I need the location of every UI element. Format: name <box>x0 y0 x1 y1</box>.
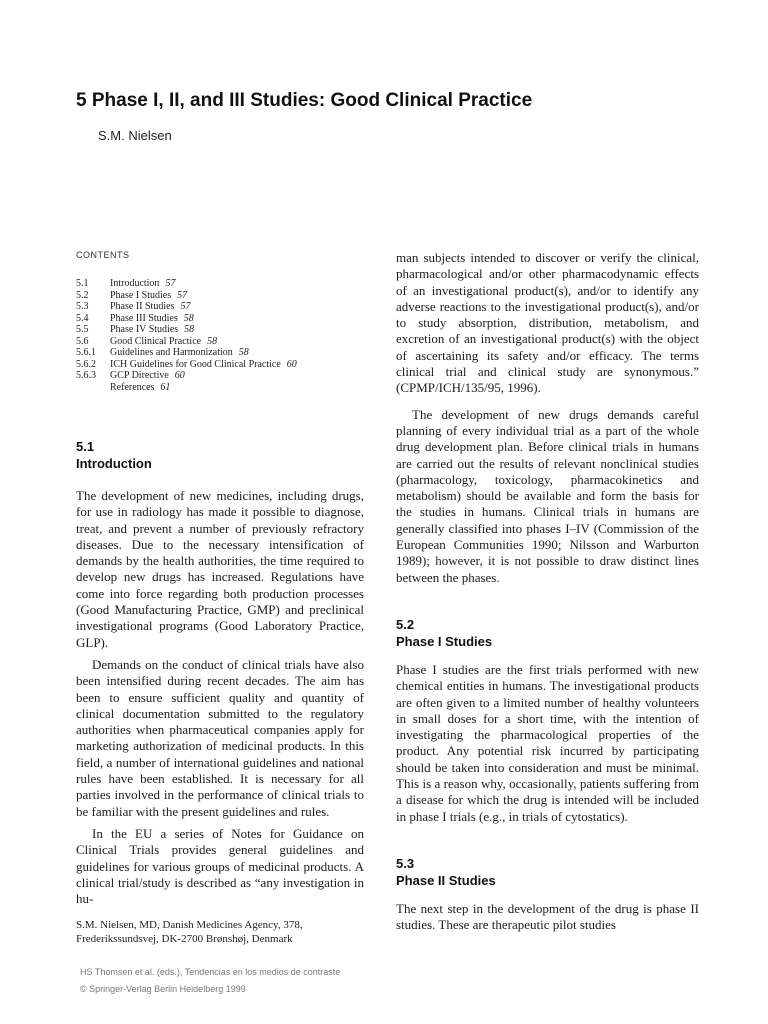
toc-item[interactable] <box>76 382 364 394</box>
contents-label: CONTENTS <box>76 250 130 260</box>
toc-item[interactable] <box>76 301 364 313</box>
section-title: Phase II Studies <box>396 872 496 888</box>
toc-item[interactable] <box>76 313 364 325</box>
author-name: S.M. Nielsen <box>98 128 172 143</box>
body-paragraph: Phase I studies are the first trials performed with new chemical entities in humans. The investigational products are often given to a limited number of healthy volunteers in small doses for a short time, with the intention of investigating the pharmacological properties of the product. Any potential risk incurred by participating should be taken into consideration and must be minimal. This is a reason why, occasionally, patients suffering from a disease for which the drug is intended will be included in phase I trials (e.g., in trials of cytostatics). <box>396 661 699 824</box>
body-paragraph: man subjects intended to discover or verify the clinical, pharmacological and/or other pharmacodynamic effects of an investigational product(s), and/or to identify any adverse reactions to the investigational product(s), and/or to study absorption, distribution, metabolism, and excretion of an investigational product(s) with the object of ascertaining its safety and/or efficacy. The terms clinical trial and clinical study are synonymous.” (CPMP/ICH/135/95, 1996). <box>396 250 699 396</box>
toc-number: 5.4 <box>76 312 89 324</box>
toc-page: 60 <box>174 370 185 381</box>
toc-label: References <box>110 381 155 393</box>
section-number: 5.1 <box>76 439 95 454</box>
toc-label: Phase IV Studies <box>110 324 179 335</box>
toc-number: 5.6 <box>76 335 89 347</box>
section-number: 5.3 <box>396 855 415 871</box>
toc-label: Good Clinical Practice <box>110 335 202 347</box>
toc-page: 57 <box>165 278 176 289</box>
toc-number: 5.2 <box>76 289 89 301</box>
toc-page: 58 <box>184 324 195 335</box>
toc-label: Guidelines and Harmonization <box>110 347 233 358</box>
chapter-title: 5 Phase I, II, and III Studies: Good Clinical Practice <box>76 90 533 111</box>
toc-page: 58 <box>183 312 194 324</box>
section-title: Introduction <box>76 456 152 471</box>
copyright-line: © Springer-Verlag Berlin Heidelberg 1999 <box>80 984 246 994</box>
body-paragraph: The development of new medicines, including drugs, for use in radiology has made it possible to diagnose, treat, and prevent a number of previously refractory diseases. Due to the necessary intensification of demands by the health authorities, the time required to develop new drugs has increased. Regulations have come into force regarding both production processes (Good Manufacturing Practice, GMP) and preclinical investigational programs (Good Laboratory Practice, GLP). <box>76 488 364 650</box>
toc-number: 5.3 <box>76 301 89 312</box>
toc-item[interactable] <box>76 347 364 359</box>
toc-page: 58 <box>238 347 249 358</box>
toc-number: 5.5 <box>76 324 89 335</box>
toc-item[interactable] <box>76 290 364 302</box>
toc-item[interactable] <box>76 370 364 382</box>
body-paragraph: The next step in the development of the drug is phase II studies. These are therapeutic pilot studies <box>396 900 699 933</box>
toc-page: 58 <box>207 335 218 347</box>
toc-label: Phase III Studies <box>110 312 178 324</box>
section-number: 5.2 <box>396 616 415 632</box>
section-title: Phase I Studies <box>396 633 493 649</box>
body-paragraph: In the EU a series of Notes for Guidance on Clinical Trials provides general guidelines and guidelines for various groups of medicinal products. A clinical trial/study is described as “any investigation in hu- <box>76 825 364 907</box>
toc-number: 5.6.3 <box>76 370 96 381</box>
toc-page: 61 <box>160 381 171 393</box>
toc-label: GCP Directive <box>110 370 169 381</box>
right-column <box>396 250 699 934</box>
toc-number: 5.1 <box>76 278 89 289</box>
toc-item[interactable] <box>76 278 364 290</box>
table-of-contents <box>76 278 364 393</box>
toc-item[interactable] <box>76 336 364 348</box>
body-paragraph: The development of new drugs demands careful planning of every individual trial as a part of the whole drug development plan. Before clinical trials in humans are carried out the results of relevant nonclinical studies (pharmacology, toxicology, pharmacokinetics and metabolism) should be available and form the basis for the studies in humans. Clinical trials in humans are generally classified into phases I–IV (Commission of the European Communities 1990; Nilsson and Warburton 1989); however, it is not possible to draw distinct lines between the phases. <box>396 406 699 585</box>
toc-label: Phase I Studies <box>110 289 172 301</box>
toc-number: 5.6.1 <box>76 347 96 358</box>
toc-item[interactable] <box>76 359 364 371</box>
toc-number <box>76 382 110 394</box>
toc-label: Introduction <box>110 278 160 289</box>
toc-item[interactable] <box>76 324 364 336</box>
toc-page: 57 <box>177 289 188 301</box>
toc-label: Phase II Studies <box>110 301 175 312</box>
page-footer <box>80 964 640 998</box>
body-paragraph: Demands on the conduct of clinical trials have also been intensified during recent decades. The aim has been to ensure sufficient quality and quantity of clinical documentation submitted to the regulatory authorities when pharmaceutical companies apply for marketing authorization of medicinal products. In this field, a number of international guidelines and national rules have been established. It is necessary for all parties involved in the performance of clinical trials to be familiar with the present guidelines and rules. <box>76 656 364 819</box>
toc-page: 60 <box>286 358 297 370</box>
citation-line: HS Thomsen et al. (eds.), Tendencias en los medios de contraste <box>80 967 341 977</box>
toc-page: 57 <box>180 301 191 312</box>
toc-number: 5.6.2 <box>76 358 96 370</box>
author-footnote: S.M. Nielsen, MD, Danish Medicines Agency, 378, Frederikssundsvej, DK-2700 Brønshøj, Denmark <box>76 919 303 945</box>
left-column <box>76 250 364 907</box>
toc-label: ICH Guidelines for Good Clinical Practice <box>110 358 281 370</box>
